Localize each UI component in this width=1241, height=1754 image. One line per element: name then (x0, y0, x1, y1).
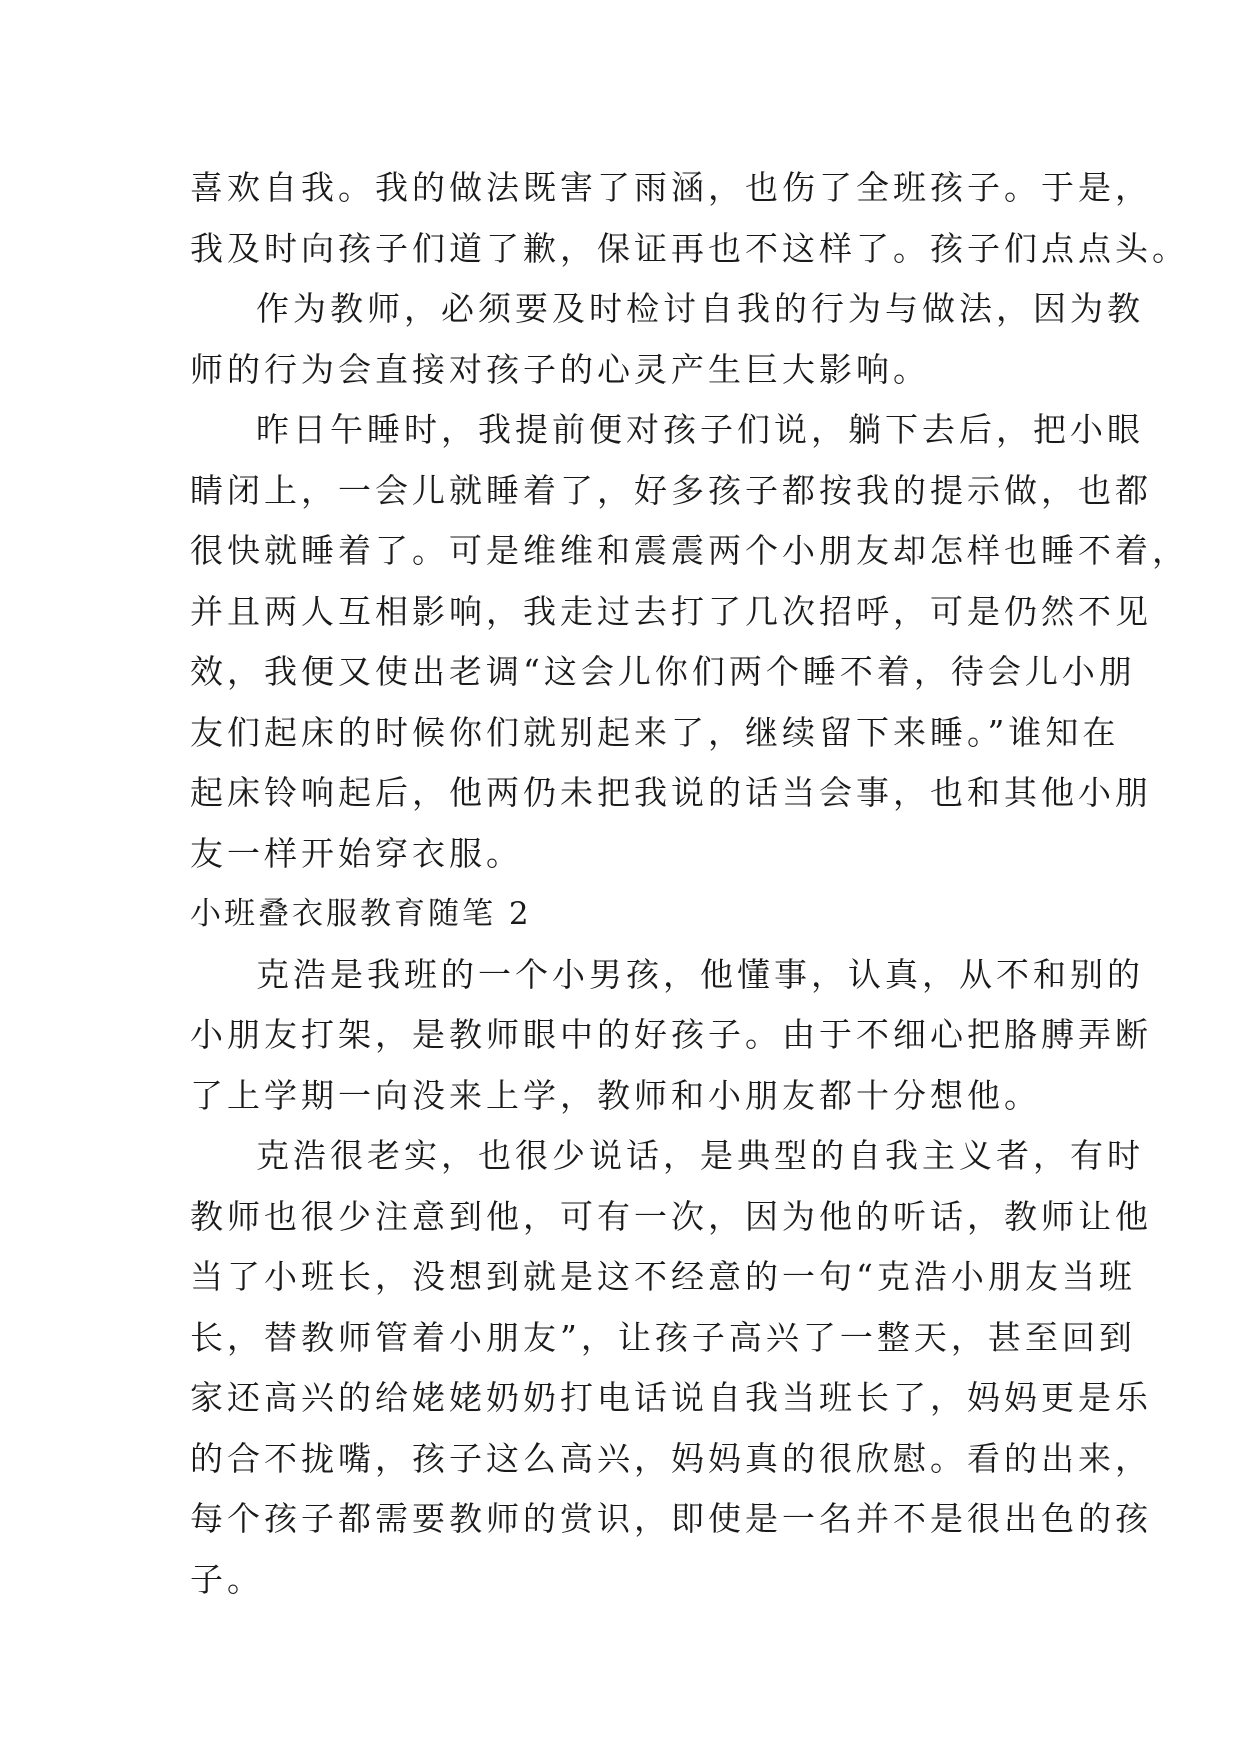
paragraph (190, 400, 1189, 884)
text-line: 并且两人互相影响，我走过去打了几次招呼，可是仍然不见 (190, 591, 1152, 631)
text-line: 了上学期一向没来上学，教师和小朋友都十分想他。 (190, 1075, 1041, 1115)
section-heading (190, 884, 1070, 945)
text-line: 起床铃响起后，他两仍未把我说的话当会事，也和其他小朋 (190, 773, 1152, 812)
text-line: 的合不拢嘴，孩子这么高兴，妈妈真的很欣慰。看的出来， (190, 1438, 1152, 1478)
text-line-first: 昨日午睡时，我提前便对孩子们说，躺下去后，把小眼 (256, 410, 1144, 449)
text-line-first: 克浩很老实，也很少说话，是典型的自我主义者，有时 (256, 1136, 1144, 1175)
document-body (190, 158, 1189, 1610)
paragraph (190, 1126, 1152, 1610)
text-line-first: 作为教师，必须要及时检讨自我的行为与做法，因为教 (256, 289, 1144, 328)
text-line: 师的行为会直接对孩子的心灵产生巨大影响。 (190, 349, 930, 389)
text-line: 每个孩子都需要教师的赏识，即使是一名并不是很出色的孩 (190, 1499, 1152, 1538)
paragraph (190, 945, 1152, 1127)
text-line: 喜欢自我。我的做法既害了雨涵，也伤了全班孩子。于是， (190, 168, 1152, 207)
text-line: 子。 (190, 1559, 264, 1599)
text-line: 友们起床的时候你们就别起来了，继续留下来睡。”谁知在 (190, 712, 1120, 752)
paragraph-continuation (190, 158, 1189, 279)
text-line: 我及时向孩子们道了歉，保证再也不这样了。孩子们点点头。 (190, 228, 1189, 268)
text-line: 小朋友打架，是教师眼中的好孩子。由于不细心把胳膊弄断 (190, 1015, 1152, 1054)
text-line: 效，我便又使出老调“这会儿你们两个睡不着，待会儿小朋 (190, 652, 1136, 691)
text-line: 睛闭上，一会儿就睡着了，好多孩子都按我的提示做，也都 (190, 470, 1152, 510)
paragraph (190, 279, 1144, 400)
text-line: 家还高兴的给姥姥奶奶打电话说自我当班长了，妈妈更是乐 (190, 1378, 1152, 1417)
text-line: 很快就睡着了。可是维维和震震两个小朋友却怎样也睡不着， (190, 531, 1189, 570)
text-line: 教师也很少注意到他，可有一次，因为他的听话，教师让他 (190, 1196, 1152, 1236)
text-line: 长，替教师管着小朋友”，让孩子高兴了一整天，甚至回到 (190, 1317, 1136, 1357)
text-line: 友一样开始穿衣服。 (190, 833, 523, 873)
heading-text: 小班叠衣服教育随笔 2 (190, 896, 532, 932)
text-line-first: 克浩是我班的一个小男孩，他懂事，认真，从不和别的 (256, 954, 1144, 994)
text-line: 当了小班长，没想到就是这不经意的一句“克浩小朋友当班 (190, 1257, 1136, 1296)
